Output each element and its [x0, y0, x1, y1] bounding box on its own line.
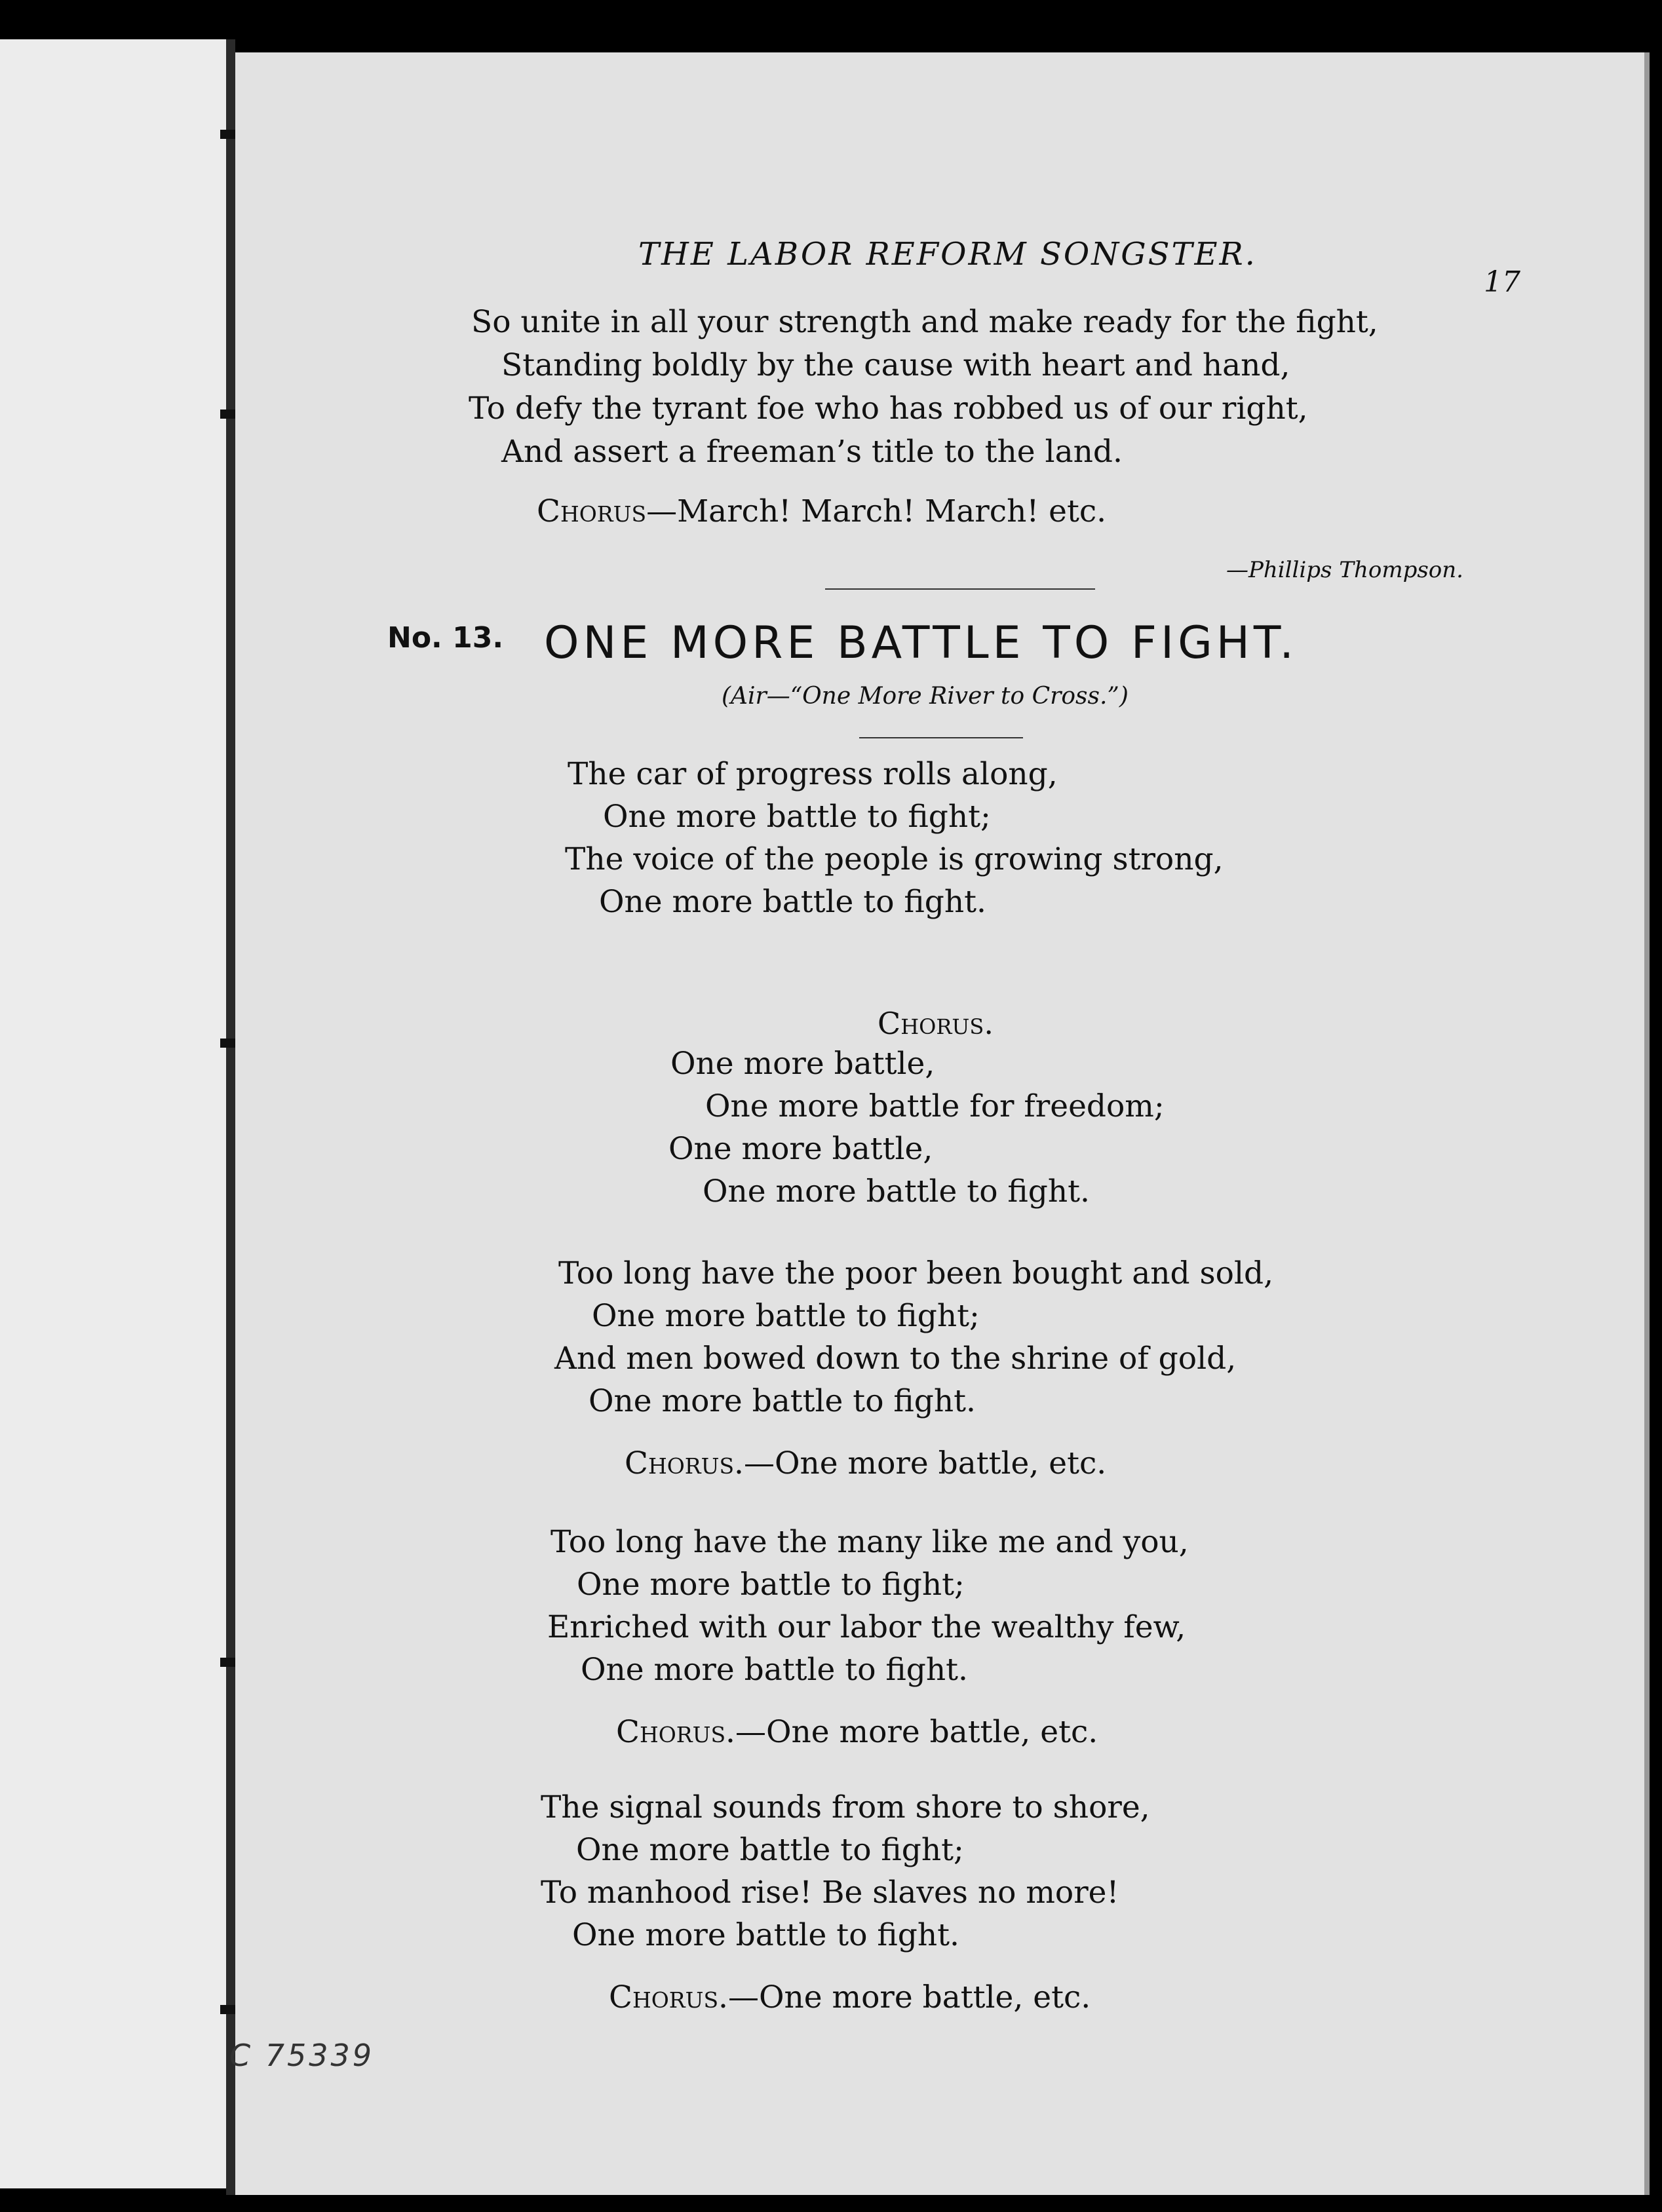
- running-head: THE LABOR REFORM SONGSTER.: [638, 236, 1257, 273]
- previous-song-line: To defy the tyrant foe who has robbed us of our right,: [469, 391, 1308, 427]
- chorus-text: —March! March! March! etc.: [646, 493, 1107, 529]
- blank-left-page: [0, 39, 226, 2188]
- verse-2-line: One more battle to fight.: [589, 1383, 976, 1419]
- verse-1-line: One more battle to fight.: [599, 884, 986, 920]
- chorus-line: One more battle for freedom;: [705, 1088, 1165, 1124]
- chorus-reference: [616, 1714, 1098, 1750]
- previous-song-line: And assert a freeman’s title to the land.: [501, 434, 1123, 470]
- printed-page: [235, 52, 1650, 2195]
- verse-1-line: One more battle to fight;: [603, 799, 991, 835]
- song-number: No. 13.: [387, 621, 504, 655]
- verse-3-line: Enriched with our labor the wealthy few,: [547, 1609, 1186, 1645]
- catalog-stamp: C 75339: [229, 2038, 375, 2073]
- verse-3-line: One more battle to fight.: [581, 1652, 968, 1688]
- chorus-line: One more battle,: [670, 1046, 935, 1082]
- chorus-label: Chorus.: [625, 1445, 744, 1481]
- verse-4-line: One more battle to fight.: [572, 1917, 959, 1953]
- chorus-line: One more battle,: [668, 1131, 933, 1167]
- chorus-label: Chorus.: [609, 1979, 728, 2015]
- song-attribution: —Phillips Thompson.: [1226, 557, 1463, 583]
- verse-4-line: The signal sounds from shore to shore,: [541, 1789, 1150, 1825]
- section-divider: [825, 588, 1095, 590]
- chorus-reference: [609, 1979, 1091, 2015]
- verse-1-line: The car of progress rolls along,: [568, 756, 1058, 792]
- book-spine-edge: [226, 39, 235, 2195]
- chorus-text: —One more battle, etc.: [735, 1714, 1098, 1750]
- chorus-text: —One more battle, etc.: [728, 1979, 1091, 2015]
- song-title: ONE MORE BATTLE TO FIGHT.: [544, 617, 1298, 669]
- page-number: 17: [1484, 265, 1520, 299]
- chorus-text: —One more battle, etc.: [744, 1445, 1107, 1481]
- verse-1-line: The voice of the people is growing strong,: [565, 841, 1224, 877]
- previous-song-line: So unite in all your strength and make ready for the fight,: [471, 304, 1378, 340]
- previous-song-chorus: [537, 493, 1107, 529]
- chorus-label: Chorus: [537, 493, 647, 529]
- title-divider: [859, 737, 1023, 738]
- song-air-note: (Air—“One More River to Cross.”): [722, 683, 1129, 710]
- verse-3-line: One more battle to fight;: [577, 1567, 965, 1603]
- verse-2-line: Too long have the poor been bought and sold,: [558, 1255, 1274, 1291]
- verse-4-line: One more battle to fight;: [576, 1832, 964, 1868]
- chorus-reference: [625, 1445, 1107, 1481]
- chorus-line: One more battle to fight.: [703, 1173, 1090, 1210]
- verse-4-line: To manhood rise! Be slaves no more!: [541, 1875, 1119, 1911]
- chorus-heading: Chorus.: [878, 1006, 994, 1041]
- previous-song-line: Standing boldly by the cause with heart and hand,: [501, 347, 1290, 383]
- chorus-label: Chorus.: [616, 1714, 735, 1750]
- verse-2-line: One more battle to fight;: [592, 1298, 980, 1334]
- verse-2-line: And men bowed down to the shrine of gold,: [554, 1341, 1237, 1377]
- verse-3-line: Too long have the many like me and you,: [551, 1524, 1189, 1560]
